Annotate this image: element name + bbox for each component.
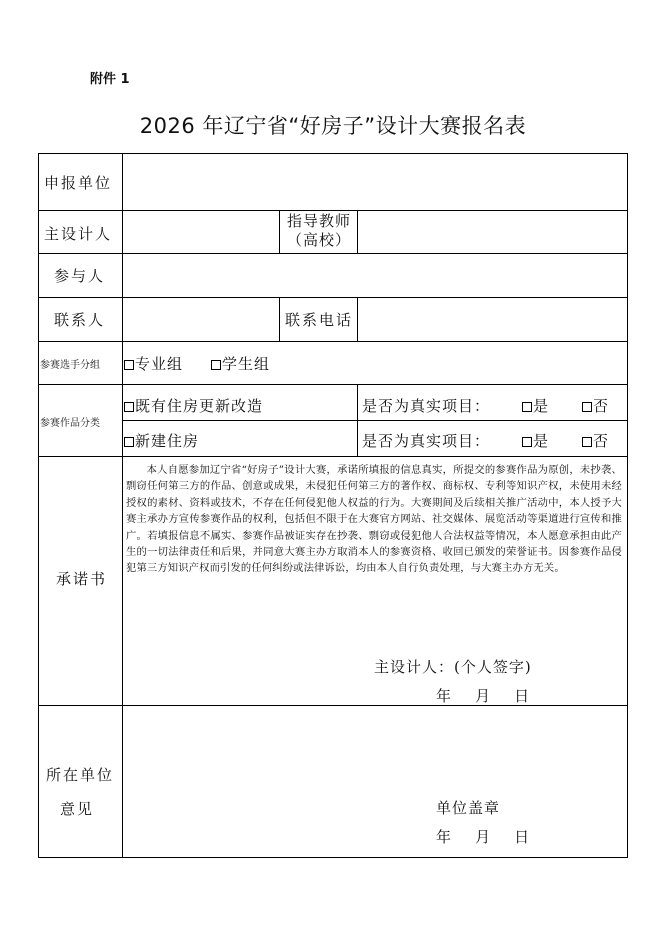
label-category: 参赛作品分类	[40, 418, 100, 429]
label-unit: 申报单位	[44, 174, 113, 192]
real-project-question: 是否为真实项目：	[362, 397, 491, 415]
contact-input[interactable]	[123, 298, 279, 341]
group-option-professional[interactable]: 专业组	[124, 353, 183, 374]
checkbox-icon[interactable]	[124, 437, 134, 447]
label-advisor: 指导教师 （高校）	[286, 212, 351, 249]
group-option-student[interactable]: 学生组	[211, 353, 270, 374]
label-group: 参赛选手分组	[40, 360, 100, 371]
category-option-renovation[interactable]: 既有住房更新改造	[124, 395, 263, 416]
checkbox-icon[interactable]	[582, 437, 592, 447]
participants-input[interactable]	[123, 254, 627, 297]
seal-label: 单位盖章	[436, 799, 501, 817]
real-project-yes[interactable]: 是	[522, 395, 549, 416]
real-project-no[interactable]: 否	[582, 430, 609, 451]
label-contact: 联系人	[54, 311, 106, 329]
pledge-text: 本人自愿参加辽宁省“好房子”设计大赛，承诺所填报的信息真实，所提交的参赛作品为原创，未抄袭、剽窃任何第三方的作品、创意或成果，未侵犯任何第三方的著作权、商标权、专利等知识产权，未使用未经授权的素材、资料或技术，不存在任何侵犯他人权益的行为。大赛期间及后续相关推广活动中，本人授予大赛主承办方宣传参赛作品的权利，包括但不限于在大赛官方网站、社交媒体、展览活动等渠道进行宣传和推广。若填报信息不属实、参赛作品被证实存在抄袭、剽窃或侵犯他人合法权益等情况，本人愿意承担由此产生的一切法律责任和后果，并同意大赛主办方取消本人的参赛资格、收回已颁发的荣誉证书。因参赛作品侵犯第三方知识产权而引发的任何纠纷或法律诉讼，均由本人自行负责处理，与大赛主办方无关。	[126, 464, 622, 575]
label-designer: 主设计人	[44, 225, 113, 243]
label-opinion: 所在单位 意见	[46, 766, 115, 818]
signature-line: 主设计人：(个人签字)	[374, 658, 532, 676]
checkbox-icon[interactable]	[522, 437, 532, 447]
phone-input[interactable]	[358, 298, 627, 341]
category-option-new-build[interactable]: 新建住房	[124, 430, 199, 451]
pledge-date: 年 月 日	[436, 687, 531, 705]
label-phone: 联系电话	[285, 311, 354, 329]
advisor-input[interactable]	[358, 211, 627, 253]
checkbox-icon[interactable]	[124, 360, 134, 370]
checkbox-icon[interactable]	[124, 402, 134, 412]
attachment-label: 附件 1	[90, 72, 130, 87]
seal-date: 年 月 日	[436, 828, 531, 846]
form-title: 2026 年辽宁省“好房子”设计大赛报名表	[139, 114, 527, 138]
label-participants: 参与人	[54, 267, 106, 285]
real-project-no[interactable]: 否	[582, 395, 609, 416]
opinion-input[interactable]	[123, 706, 627, 857]
checkbox-icon[interactable]	[211, 360, 221, 370]
label-pledge: 承诺书	[56, 570, 108, 588]
checkbox-icon[interactable]	[522, 402, 532, 412]
unit-input[interactable]	[123, 154, 627, 210]
real-project-question: 是否为真实项目：	[362, 432, 491, 450]
designer-input[interactable]	[123, 211, 279, 253]
checkbox-icon[interactable]	[582, 402, 592, 412]
real-project-yes[interactable]: 是	[522, 430, 549, 451]
